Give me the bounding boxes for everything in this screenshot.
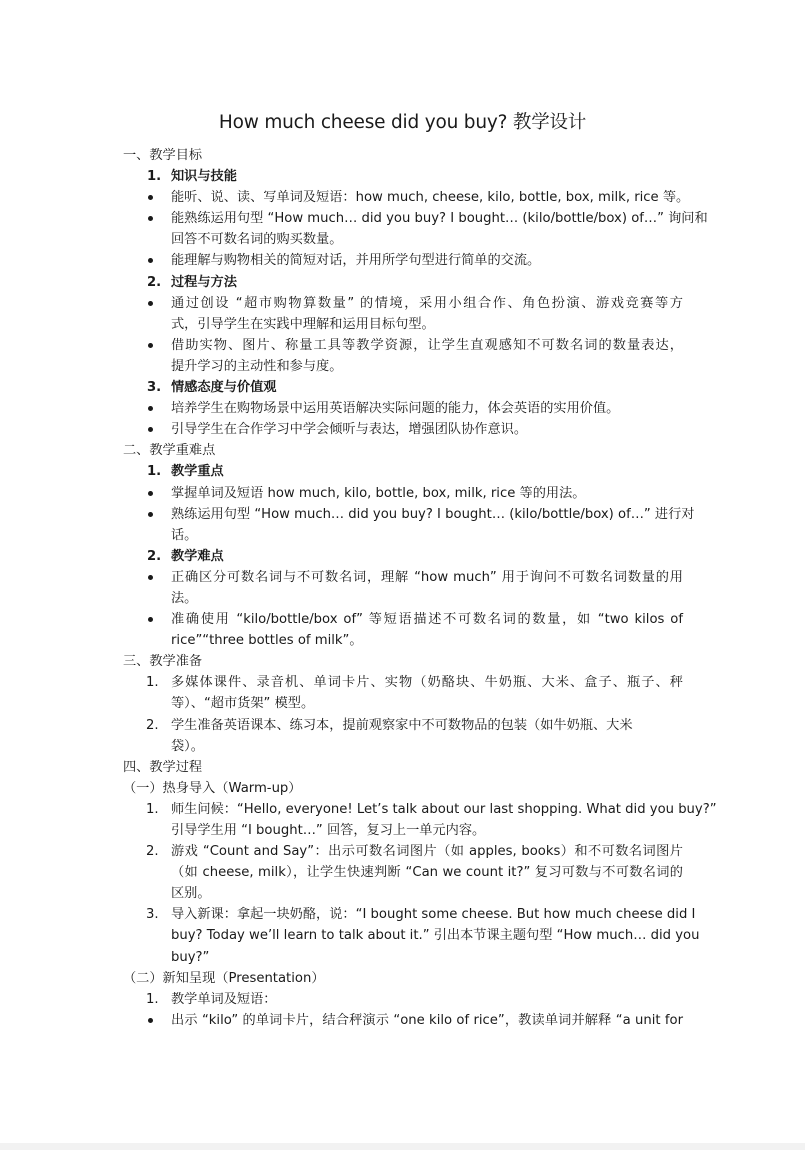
ordered-item [0, 799, 805, 820]
section-heading [0, 145, 805, 166]
line-text: 掌握单词及短语 how much, kilo, bottle, box, milk, rice 等的用法。 [171, 485, 586, 501]
bullet-icon [148, 575, 153, 580]
list-number: 2. [147, 274, 162, 290]
line-text: 二、教学重难点 [123, 443, 216, 459]
numbered-heading [0, 377, 805, 398]
numbered-heading [0, 166, 805, 187]
line-text: 法。 [171, 590, 198, 606]
line-text: 准确使用 “kilo/bottle/box of” 等短语描述不可数名词的数量，如 “two kilos of [171, 612, 683, 628]
list-number: 2. [147, 548, 162, 564]
line-text: 等）、“超市货架” 模型。 [171, 696, 315, 712]
bullet-icon [148, 1018, 153, 1023]
line-text: 袋）。 [171, 738, 204, 754]
bullet-item [0, 335, 805, 356]
ordered-item [0, 989, 805, 1010]
line-text: rice”“three bottles of milk”。 [171, 633, 363, 649]
line-text: 式，引导学生在实践中理解和运用目标句型。 [171, 316, 435, 332]
bullet-icon [148, 406, 153, 411]
list-number: 1. [146, 801, 159, 817]
line-text: 引导学生在合作学习中学会倾听与表达，增强团队协作意识。 [171, 422, 528, 438]
line-text: 正确区分可数名词与不可数名词，理解 “how much” 用于询问不可数名词数量的用 [171, 569, 683, 585]
line-text: 教学重点 [171, 464, 224, 480]
bullet-icon [148, 512, 153, 517]
bullet-item [0, 1010, 805, 1031]
ordered-item [0, 841, 805, 862]
bullet-item [0, 567, 805, 588]
bullet-icon [148, 427, 153, 432]
bullet-icon [148, 195, 153, 200]
bullet-continuation [0, 229, 805, 250]
line-text: 一、教学目标 [123, 148, 203, 163]
line-text: 四、教学过程 [123, 759, 203, 775]
line-text: 出示 “kilo” 的单词卡片，结合秤演示 “one kilo of rice”，教读单词并解释 “a unit for [171, 1012, 683, 1028]
ordered-continuation [0, 947, 805, 968]
line-text: 引导学生用 “I bought…” 回答，复习上一单元内容。 [171, 823, 486, 838]
list-number: 3. [147, 380, 162, 396]
bullet-continuation [0, 314, 805, 335]
ordered-continuation [0, 820, 805, 841]
line-text: 师生问候：“Hello, everyone! Let’s talk about our last shopping. What did you buy?” [171, 801, 717, 817]
bullet-continuation [0, 630, 805, 651]
bullet-item [0, 419, 805, 440]
bullet-continuation [0, 356, 805, 377]
line-text: 通过创设 “超市购物算数量” 的情境，采用小组合作、角色扮演、游戏竞赛等方 [171, 295, 683, 311]
document-title: How much cheese did you buy? 教学设计 [218, 112, 587, 133]
bullet-icon [148, 301, 153, 306]
list-number: 1. [146, 991, 159, 1007]
numbered-heading [0, 461, 805, 482]
subsection-heading [0, 968, 805, 989]
list-number: 1. [147, 169, 162, 185]
line-text: 话。 [171, 527, 198, 543]
bullet-item [0, 250, 805, 271]
list-number: 2. [146, 844, 159, 860]
subsection-heading [0, 778, 805, 799]
numbered-heading [0, 272, 805, 293]
bullet-item [0, 208, 805, 229]
line-text: 能熟练运用句型 “How much… did you buy? I bought… (kilo/bottle/box) of…” 询问和 [171, 211, 708, 227]
section-heading [0, 440, 805, 461]
bullet-icon [148, 258, 153, 263]
line-text: 区别。 [171, 886, 211, 902]
ordered-continuation [0, 883, 805, 904]
bullet-icon [148, 491, 153, 496]
numbered-heading [0, 546, 805, 567]
list-number: 1. [146, 675, 159, 691]
section-heading [0, 651, 805, 672]
ordered-continuation [0, 862, 805, 883]
line-text: buy?” [171, 949, 210, 965]
line-text: 教学单词及短语： [171, 991, 277, 1007]
bullet-continuation [0, 525, 805, 546]
ordered-item [0, 672, 805, 693]
line-text: 学生准备英语课本、练习本，提前观察家中不可数物品的包装（如牛奶瓶、大米 [171, 717, 633, 733]
section-heading [0, 757, 805, 778]
line-text: 导入新课：拿起一块奶酪，说：“I bought some cheese. But how much cheese did I [171, 907, 696, 923]
ordered-item [0, 715, 805, 736]
line-text: 多媒体课件、录音机、单词卡片、实物（奶酪块、牛奶瓶、大米、盒子、瓶子、秤 [171, 675, 683, 691]
line-text: 三、教学准备 [123, 654, 203, 670]
line-text: （二）新知呈现（Presentation） [123, 970, 325, 986]
line-text: 过程与方法 [171, 274, 237, 290]
bullet-item [0, 187, 805, 208]
bullet-icon [148, 617, 153, 622]
ordered-item [0, 904, 805, 925]
list-number: 1. [147, 464, 162, 480]
bullet-icon [148, 343, 153, 348]
bullet-item [0, 504, 805, 525]
list-number: 2. [146, 717, 159, 733]
list-number: 3. [146, 907, 159, 923]
line-text: 培养学生在购物场景中运用英语解决实际问题的能力，体会英语的实用价值。 [171, 401, 620, 417]
ordered-continuation [0, 693, 805, 714]
ordered-continuation [0, 925, 805, 946]
line-text: 能理解与购物相关的简短对话，并用所学句型进行简单的交流。 [171, 253, 541, 269]
line-text: 熟练运用句型 “How much… did you buy? I bought… (kilo/bottle/box) of…” 进行对 [171, 506, 695, 522]
line-text: 情感态度与价值观 [171, 380, 277, 396]
bullet-item [0, 609, 805, 630]
ordered-continuation [0, 736, 805, 757]
line-text: 回答不可数名词的购买数量。 [171, 232, 343, 248]
line-text: 借助实物、图片、称量工具等教学资源，让学生直观感知不可数名词的数量表达， [171, 337, 683, 353]
line-text: 能听、说、读、写单词及短语：how much, cheese, kilo, bottle, box, milk, rice 等。 [171, 190, 690, 206]
line-text: 教学难点 [171, 548, 224, 564]
line-text: buy? Today we’ll learn to talk about it.” 引出本节课主题句型 “How much… did you [171, 928, 700, 944]
line-text: 提升学习的主动性和参与度。 [171, 358, 343, 374]
line-text: （一）热身导入（Warm-up） [123, 780, 302, 796]
bullet-icon [148, 216, 153, 221]
line-text: （如 cheese, milk），让学生快速判断 “Can we count it?” 复习可数与不可数名词的 [171, 865, 683, 881]
line-text: 知识与技能 [171, 169, 237, 185]
line-text: 游戏 “Count and Say”：出示可数名词图片（如 apples, books）和不可数名词图片 [171, 844, 683, 860]
bullet-item [0, 483, 805, 504]
document-body [0, 145, 805, 1031]
bullet-continuation [0, 588, 805, 609]
bullet-item [0, 293, 805, 314]
bullet-item [0, 398, 805, 419]
